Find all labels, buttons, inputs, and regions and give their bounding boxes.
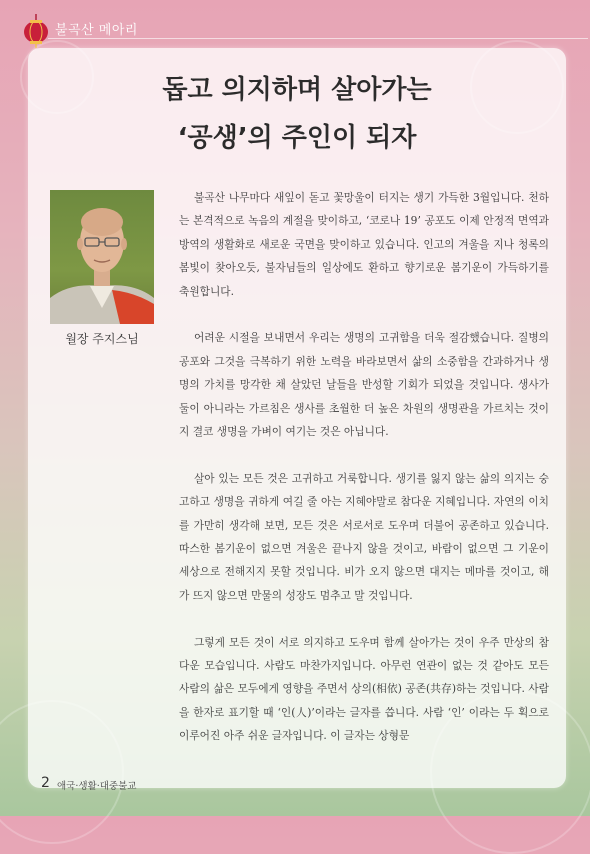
article-title <box>28 66 566 162</box>
lantern-icon <box>22 14 50 48</box>
article-body <box>179 186 549 748</box>
page-number: 2 <box>41 775 50 791</box>
title-line-1: 돕고 의지하며 살아가는 <box>162 75 432 105</box>
publication-name: 애국·생활·대중불교 <box>57 781 137 792</box>
paragraph: 살아 있는 모든 것은 고귀하고 거룩합니다. 생기를 잃지 않는 삶의 의지는 숭고하고 생명을 귀하게 여길 줄 아는 지혜야말로 참다운 지혜입니다. 자연의 이치를 가만히 생각해 보면, 모든 것은 서로서로 도우며 더불어 공존하고 있습니다. 따스한 봄기운이 없으면 겨울은 끝나지 않을 것이고, 바람이 없으면 그 기운이 세상으로 전해지지 못할 것입니다. 비가 오지 않으면 대지는 메마를 것이고, 해가 뜨지 않으면 만물의 성장도 멈추고 말 것입니다. <box>179 471 549 602</box>
author-caption: 월장 주지스님 <box>65 332 139 346</box>
title-line-2: ‘공생’의 주인이 되자 <box>177 123 417 153</box>
paragraph: 그렇게 모든 것이 서로 의지하고 도우며 함께 살아가는 것이 우주 만상의 참다운 모습입니다. 사람도 마찬가지입니다. 아무런 연관이 없는 것 같아도 모든 사람의 삶은 모두에게 영향을 주면서 상의(相依) 공존(共存)하는 것입니다. 사람을 한자로 표기할 때 ‘인(人)’이라는 글자를 씁니다. 사람 ‘인’ 이라는 두 획으로 이루어진 아주 쉬운 글자입니다. 이 글자는 상형문 <box>179 635 549 743</box>
page-header <box>0 0 590 48</box>
paragraph: 불곡산 나무마다 새잎이 돋고 꽃망울이 터지는 생기 가득한 3월입니다. 천하는 본격적으로 녹음의 계절을 맞이하고, ‘코로나 19’ 공포도 이제 안정적 면역과 방역의 생활화로 새로운 국면을 맞이하고 있습니다. 인고의 겨울을 지나 청록의 봄빛이 찾아오듯, 불자님들의 일상에도 환하고 향기로운 봄기운이 가득하기를 축원합니다. <box>179 191 549 298</box>
paragraph: 어려운 시절을 보내면서 우리는 생명의 고귀함을 더욱 절감했습니다. 질병의 공포와 그것을 극복하기 위한 노력을 바라보면서 삶의 소중함을 간과하거나 생명의 가치를 망각한 채 살았던 날들을 반성할 기회가 되었을 것입니다. 생사가 둘이 아니라는 가르침은 생사를 초월한 더 높은 차원의 생명관을 가르치는 것이지 결코 생명을 가벼이 여기는 것은 아닙니다. <box>179 331 549 439</box>
author-portrait <box>50 190 154 324</box>
monk-portrait-illustration <box>50 190 154 324</box>
header-divider <box>48 38 588 39</box>
section-label: 불곡산 메아리 <box>55 23 138 38</box>
